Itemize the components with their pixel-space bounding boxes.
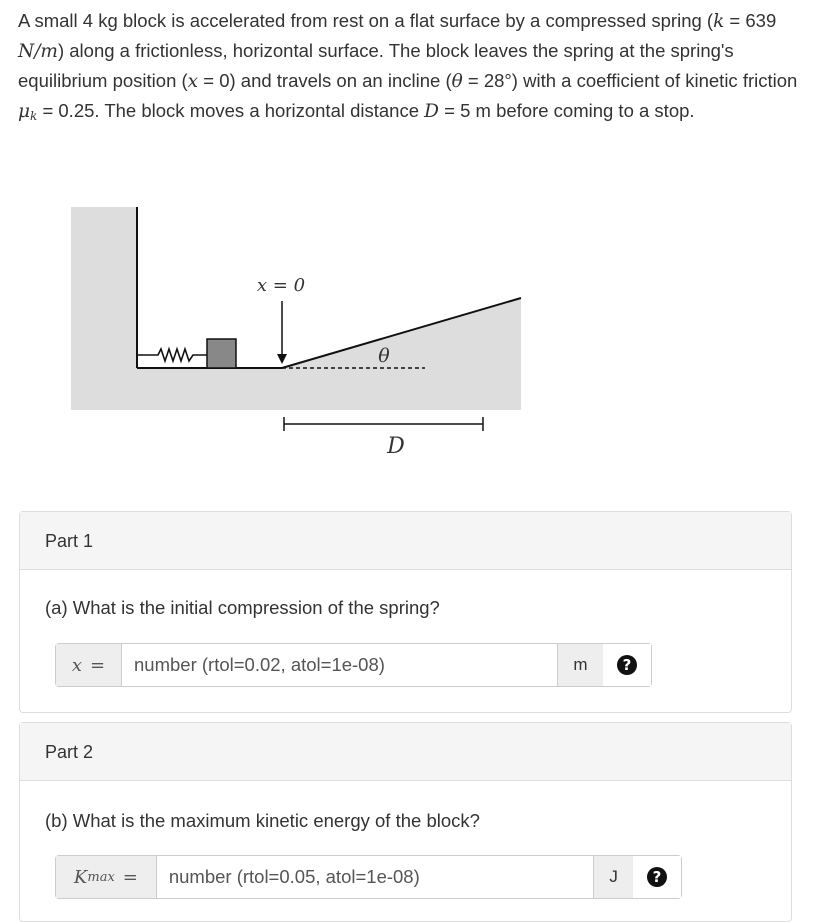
wall-and-floor <box>71 207 521 410</box>
problem-text: = 28°) with a coefficient of kinetic friction <box>462 70 798 91</box>
part2-heading: Part 2 <box>20 723 791 781</box>
theta-label: θ <box>378 345 390 367</box>
part1-card <box>19 511 792 713</box>
problem-text: = 639 <box>724 10 777 31</box>
part1-input-group <box>55 643 652 687</box>
equilibrium-arrowhead <box>277 354 287 364</box>
k-symbol: k <box>713 11 725 32</box>
problem-text: A small 4 kg block is accelerated from rest on a flat surface by a compressed spring ( <box>18 10 714 31</box>
k-subscript: max <box>87 869 115 885</box>
mu-symbol: μ <box>18 101 31 122</box>
part1-question: (a) What is the initial compression of the spring? <box>45 597 440 618</box>
part2-answer-input[interactable] <box>157 856 593 898</box>
d-symbol: D <box>424 101 439 122</box>
incline-diagram <box>60 195 540 475</box>
part1-unit: m <box>557 644 603 686</box>
problem-text: ) along a frictionless, horizontal surface. The block leaves the spring at the spring's equilibrium position ( <box>18 40 734 91</box>
part2-help-button[interactable] <box>633 856 681 898</box>
part1-variable-label <box>56 644 122 686</box>
equals-sign: = <box>122 866 138 888</box>
problem-statement <box>18 6 798 131</box>
x0-label: x = 0 <box>256 275 306 296</box>
x-symbol: x <box>187 71 199 92</box>
units-symbol: N/m <box>18 41 58 62</box>
help-icon: ? <box>647 867 667 887</box>
part1-heading: Part 1 <box>20 512 791 570</box>
part2-card <box>19 722 792 922</box>
part2-variable-label <box>56 856 157 898</box>
spring <box>137 349 207 361</box>
part1-answer-input[interactable] <box>122 644 557 686</box>
part2-input-group <box>55 855 682 899</box>
block <box>207 339 236 368</box>
x-variable: x <box>71 654 83 676</box>
part2-body <box>20 781 791 921</box>
problem-text: = 0.25. The block moves a horizontal distance <box>37 100 425 121</box>
part1-help-button[interactable] <box>603 644 651 686</box>
help-icon: ? <box>617 655 637 675</box>
problem-text: = 5 m before coming to a stop. <box>439 100 695 121</box>
part1-body <box>20 570 791 712</box>
part2-question: (b) What is the maximum kinetic energy of the block? <box>45 810 480 831</box>
mu-subscript: k <box>30 109 38 123</box>
k-variable: K <box>73 866 88 888</box>
equals-sign: = <box>90 654 106 676</box>
problem-text: = 0) and travels on an incline ( <box>198 70 452 91</box>
part2-unit: J <box>593 856 633 898</box>
d-label: D <box>387 434 405 459</box>
theta-symbol: θ <box>451 71 463 92</box>
